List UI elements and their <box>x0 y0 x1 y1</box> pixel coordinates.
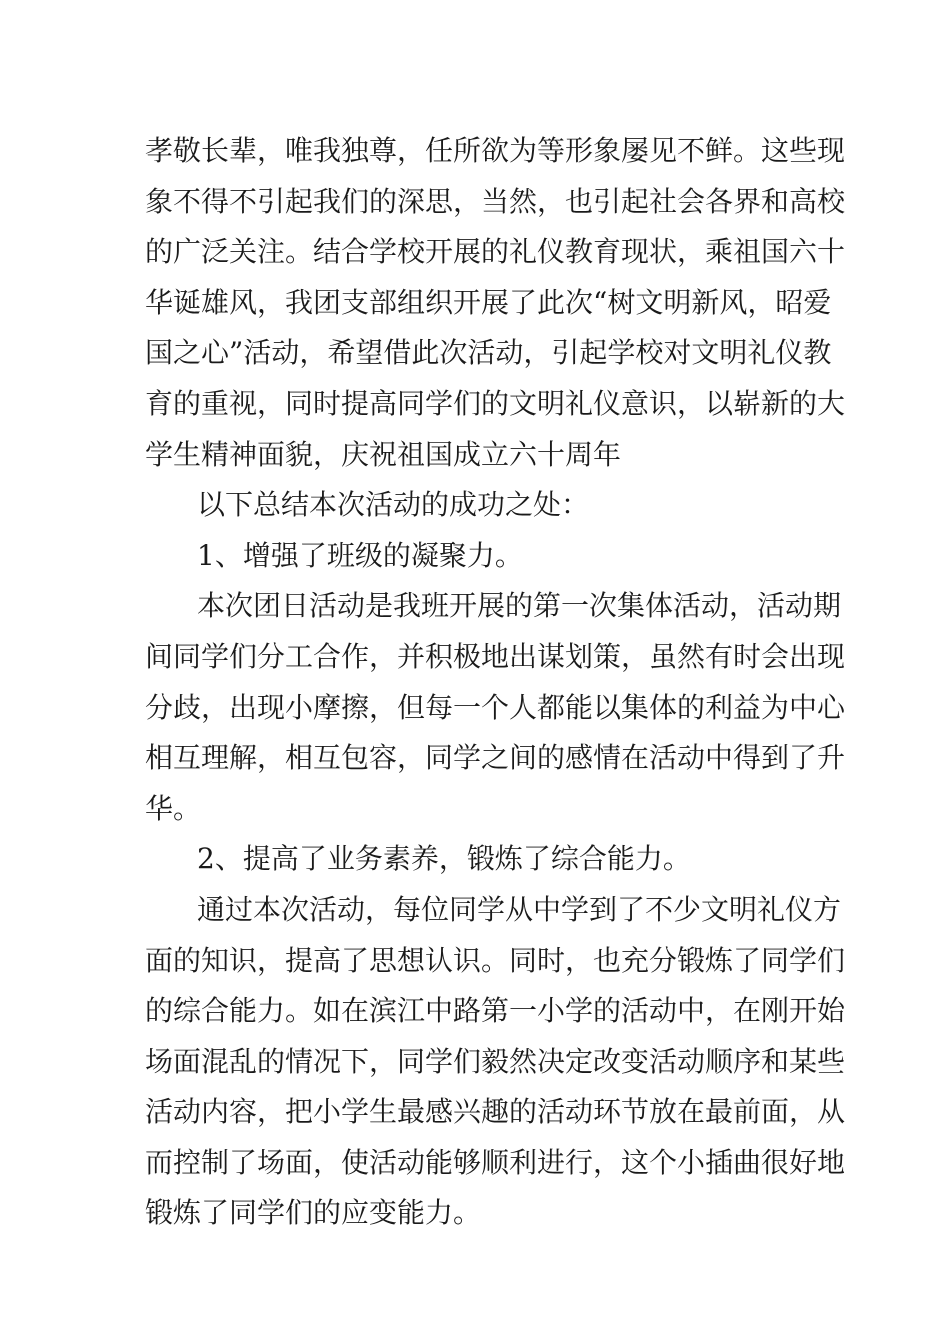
text-line: 面的知识，提高了思想认识。同时，也充分锻炼了同学们 <box>145 943 846 977</box>
section-heading-2: 2、提高了业务素养，锻炼了综合能力。 <box>197 842 691 876</box>
paragraph-summary-intro: 以下总结本次活动的成功之处： <box>197 488 590 522</box>
text-line: 本次团日活动是我班开展的第一次集体活动，活动期 <box>197 589 842 623</box>
text-line: 孝敬长辈，唯我独尊，任所欲为等形象屡见不鲜。这些现 <box>145 134 846 167</box>
text-line: 通过本次活动，每位同学从中学到了不少文明礼仪方 <box>197 892 842 926</box>
text-line: 象不得不引起我们的深思，当然，也引起社会各界和高校 <box>145 184 846 218</box>
text-line: 华。 <box>145 791 202 825</box>
text-line: 的综合能力。如在滨江中路第一小学的活动中，在刚开始 <box>145 994 846 1028</box>
text-line: 的广泛关注。结合学校开展的礼仪教育现状，乘祖国六十 <box>145 235 846 269</box>
text-line: 活动内容，把小学生最感兴趣的活动环节放在最前面，从 <box>145 1095 846 1129</box>
text-line: 相互理解，相互包容，同学之间的感情在活动中得到了升 <box>145 741 846 775</box>
section-heading-1: 1、增强了班级的凝聚力。 <box>197 538 523 572</box>
text-line: 分歧，出现小摩擦，但每一个人都能以集体的利益为中心 <box>145 690 846 724</box>
text-line: 而控制了场面，使活动能够顺利进行，这个小插曲很好地 <box>145 1145 846 1179</box>
text-line: 国之心”活动，希望借此次活动，引起学校对文明礼仪教 <box>145 336 832 370</box>
text-line: 育的重视，同时提高同学们的文明礼仪意识，以崭新的大 <box>145 386 846 420</box>
text-line: 场面混乱的情况下，同学们毅然决定改变活动顺序和某些 <box>145 1044 846 1078</box>
text-line: 锻炼了同学们的应变能力。 <box>145 1196 482 1230</box>
text-line: 间同学们分工合作，并积极地出谋划策，虽然有时会出现 <box>145 639 846 673</box>
text-line: 学生精神面貌，庆祝祖国成立六十周年 <box>145 437 622 471</box>
text-line: 华诞雄风，我团支部组织开展了此次“树文明新风，昭爱 <box>145 285 832 319</box>
document-body <box>145 126 846 1239</box>
